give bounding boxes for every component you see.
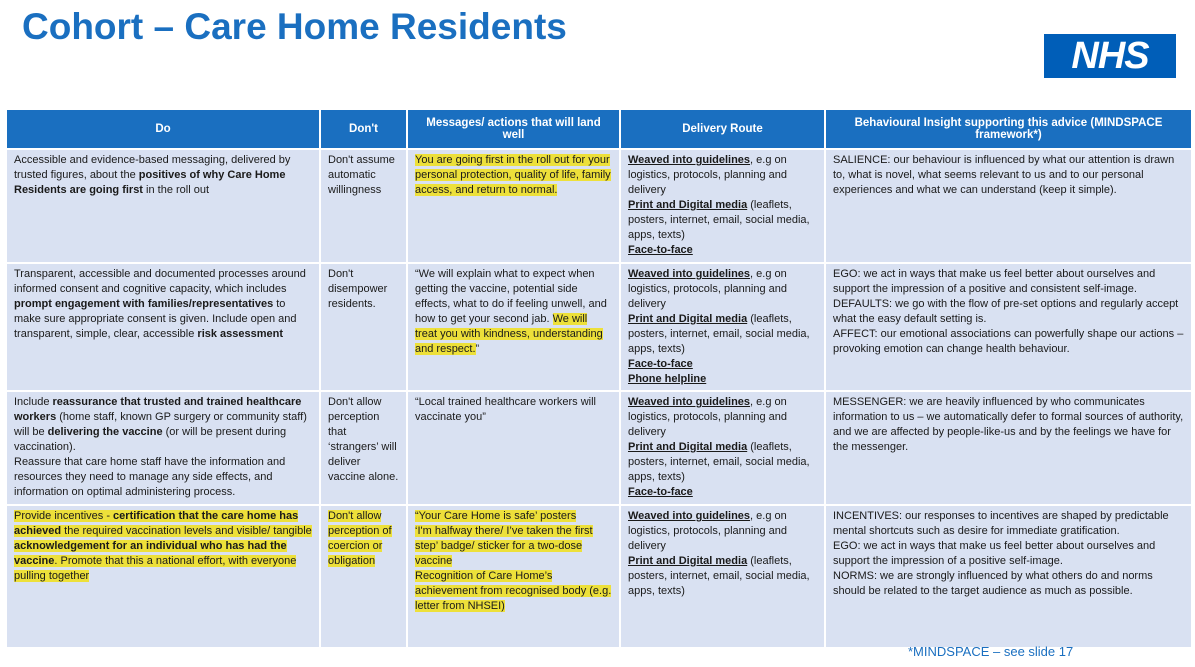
insight-cell: SALIENCE: our behaviour is influenced by what our attention is drawn to, what is novel, what seems relevant to us and to our personal experiences and what we can understand (keep it simple). (825, 149, 1192, 263)
insight-cell: MESSENGER: we are heavily influenced by who communicates information to us – we automatically defer to formal sources of authority, and we are affected by people-like-us and by the feelings we have for the messenger. (825, 391, 1192, 505)
message-cell: “Local trained healthcare workers will vaccinate you” (407, 391, 620, 505)
do-cell: Provide incentives - certification that the care home has achieved the required vaccination levels and visible/ tangible acknowledgement for an individual who has had the vaccine. Promote that this a national effort, with everyone pulling together (6, 505, 320, 648)
footnote: *MINDSPACE – see slide 17 (908, 644, 1074, 659)
do-cell: Transparent, accessible and documented processes around informed consent and cognitive capacity, which includes prompt engagement with families/representatives to make sure appropriate consent is given. Include open and transparent, simple, clear, accessible risk assessment (6, 263, 320, 391)
table-row (6, 505, 1192, 648)
message-cell: “We will explain what to expect when getting the vaccine, potential side effects, what to do if feeling unwell, and how to get your second jab. We will treat you with kindness, understanding and respect.” (407, 263, 620, 391)
table-row (6, 263, 1192, 391)
header-row (6, 109, 1192, 149)
header-insight: Behavioural Insight supporting this advice (MINDSPACE framework*) (825, 109, 1192, 149)
dont-cell: Don't allow perception that ‘strangers’ will deliver vaccine alone. (320, 391, 407, 505)
header-delivery: Delivery Route (620, 109, 825, 149)
advice-table (5, 108, 1193, 649)
message-cell: You are going first in the roll out for your personal protection, quality of life, family access, and return to normal. (407, 149, 620, 263)
header-dont: Don't (320, 109, 407, 149)
nhs-logo: NHS (1044, 34, 1176, 78)
delivery-cell: Weaved into guidelines, e.g on logistics, protocols, planning and delivery Print and Digital media (leaflets, posters, internet, email, social media, apps, texts) Face-to-face (620, 149, 825, 263)
delivery-cell: Weaved into guidelines, e.g on logistics, protocols, planning and delivery Print and Digital media (leaflets, posters, internet, email, social media, apps, texts) (620, 505, 825, 648)
delivery-cell: Weaved into guidelines, e.g on logistics, protocols, planning and delivery Print and Digital media (leaflets, posters, internet, email, social media, apps, texts) Face-to-face (620, 391, 825, 505)
table-row (6, 391, 1192, 505)
insight-cell: INCENTIVES: our responses to incentives are shaped by predictable mental shortcuts such as desire for immediate gratification. EGO: we act in ways that make us feel better about ourselves and support the impression of a positive self-image. NORMS: we are strongly influenced by what others do and norms should be related to the target audience as much as possible. (825, 505, 1192, 648)
dont-cell: Don't allow perception of coercion or obligation (320, 505, 407, 648)
message-cell: “Your Care Home is safe’ posters ‘I'm halfway there/ I’ve taken the first step’ badge/ sticker for a two-dose vaccine Recognition of Care Home’s achievement from recognised body (e.g. letter from NHSEI) (407, 505, 620, 648)
dont-cell: Don't assume automatic willingness (320, 149, 407, 263)
delivery-cell: Weaved into guidelines, e.g on logistics, protocols, planning and delivery Print and Digital media (leaflets, posters, internet, email, social media, apps, texts) Face-to-face Phone helpline (620, 263, 825, 391)
do-cell: Accessible and evidence-based messaging, delivered by trusted figures, about the positives of why Care Home Residents are going first in the roll out (6, 149, 320, 263)
do-cell: Include reassurance that trusted and trained healthcare workers (home staff, known GP surgery or community staff) will be delivering the vaccine (or will be present during vaccination). Reassure that care home staff have the information and resources they need to manage any side effects, and information on optimal administering process. (6, 391, 320, 505)
dont-cell: Don't disempower residents. (320, 263, 407, 391)
header-messages: Messages/ actions that will land well (407, 109, 620, 149)
insight-cell: EGO: we act in ways that make us feel better about ourselves and support the impression of a positive and consistent self-image. DEFAULTS: we go with the flow of pre-set options and regularly accept what the easy default setting is. AFFECT: our emotional associations can powerfully shape our actions – provoking emotion can change health behaviour. (825, 263, 1192, 391)
table-row (6, 149, 1192, 263)
header-do: Do (6, 109, 320, 149)
page-title: Cohort – Care Home Residents (22, 6, 567, 47)
